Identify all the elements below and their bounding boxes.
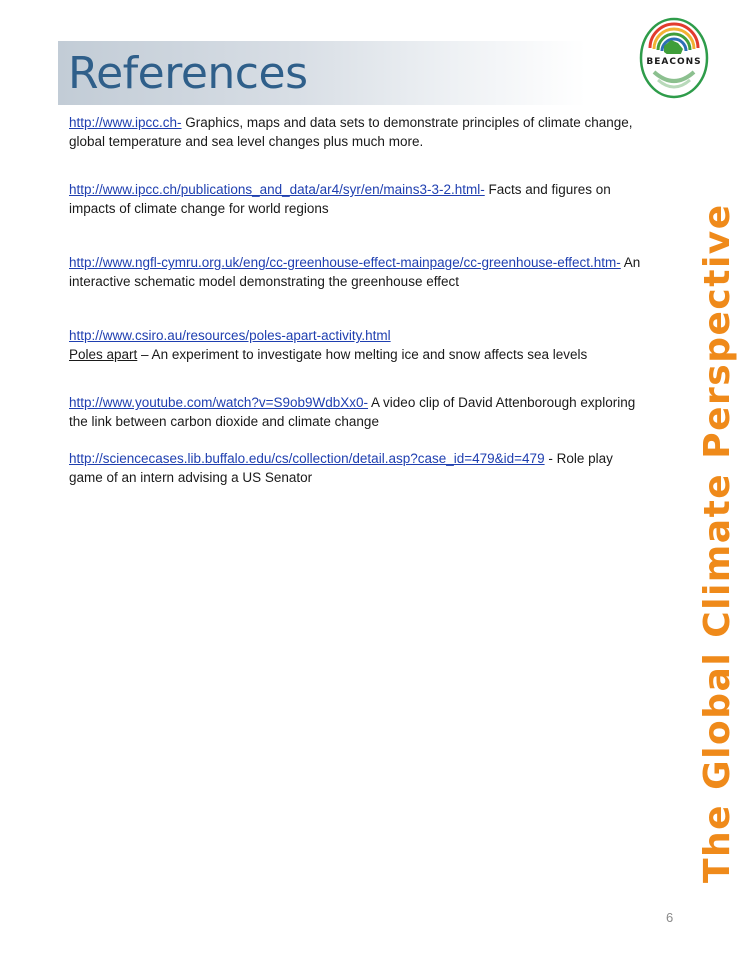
reference-desc-3: An interactive schematic model demonstrating the greenhouse effect xyxy=(69,255,641,289)
reference-title-4: Poles apart xyxy=(69,347,138,362)
reference-desc-2: Facts and figures on impacts of climate change for world regions xyxy=(69,182,611,216)
reference-desc-5: A video clip of David Attenborough exploring the link between carbon dioxide and climate change xyxy=(69,395,636,429)
reference-desc-4: – An experiment to investigate how melting ice and snow affects sea levels xyxy=(137,347,588,362)
reference-item-5 xyxy=(69,393,641,431)
reference-desc-6: - Role play game of an intern advising a US Senator xyxy=(69,451,613,485)
page-number: 6 xyxy=(666,910,674,925)
reference-link-6[interactable]: http://sciencecases.lib.buffalo.edu/cs/collection/detail.asp?case_id=479&id=479 xyxy=(69,451,545,466)
reference-item-4 xyxy=(69,326,641,364)
reference-item-6 xyxy=(69,449,641,487)
reference-link-5[interactable]: http://www.youtube.com/watch?v=S9ob9WdbXx0- xyxy=(69,395,369,410)
reference-item-3 xyxy=(69,253,641,291)
reference-item-1 xyxy=(69,113,641,151)
page-title: References xyxy=(68,48,308,99)
reference-item-2 xyxy=(69,180,641,218)
beacons-logo xyxy=(638,16,710,100)
reference-link-3[interactable]: http://www.ngfl-cymru.org.uk/eng/cc-greenhouse-effect-mainpage/cc-greenhouse-effect.htm- xyxy=(69,255,621,270)
svg-text:BEACONS: BEACONS xyxy=(646,57,702,67)
vertical-side-title: The Global Climate Perspective xyxy=(697,203,738,883)
reference-link-2[interactable]: http://www.ipcc.ch/publications_and_data/ar4/syr/en/mains3-3-2.html- xyxy=(69,182,485,197)
reference-link-1[interactable]: http://www.ipcc.ch- xyxy=(69,115,182,130)
reference-desc-1: Graphics, maps and data sets to demonstrate principles of climate change, global temperature and sea level changes plus much more. xyxy=(69,115,633,149)
reference-link-4[interactable]: http://www.csiro.au/resources/poles-apart-activity.html xyxy=(69,328,391,343)
